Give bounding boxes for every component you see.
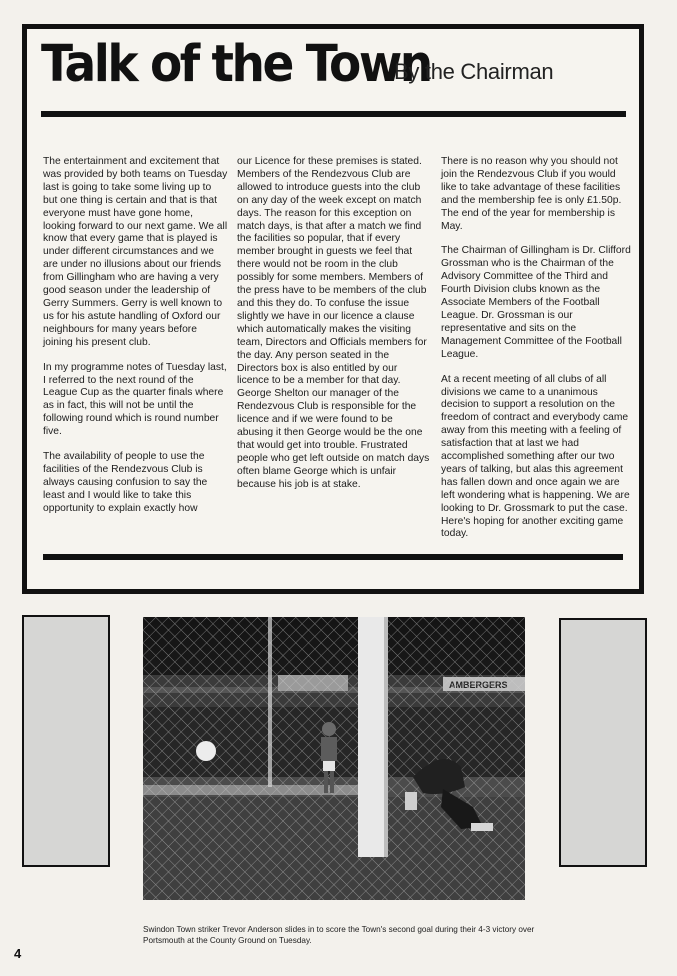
right-side-panel: [559, 618, 647, 867]
paragraph: At a recent meeting of all clubs of all divisions we came to a unanimous decision to support a resolution on the freedom of contract and everybody came away from this meeting with a feeling of satisfaction that at last we had accomplished something after our two years of talking, but alas this agreement has fallen down and once again we are left wondering what is happening. We are looking to Dr. Grossmark to put the case. Here's hoping for another exciting game today.: [441, 373, 630, 540]
match-photo: [143, 617, 525, 900]
paragraph: The availability of people to use the facilities of the Rendezvous Club is always causing confusion to say the least and I would like to take this opportunity to explain exactly how: [43, 451, 208, 514]
photo-caption: Swindon Town striker Trevor Anderson slides in to score the Town's second goal during their 4-3 victory over Portsmouth at the County Ground on Tuesday.: [143, 925, 535, 945]
page-number: 4: [14, 946, 22, 961]
headline: Talk of the Town: [41, 34, 431, 95]
paragraph: There is no reason why you should not join the Rendezvous Club if you would like to take advantage of these facilities and the membership fee is only £1.50p. The end of the year for membership is May.: [441, 156, 622, 232]
goal-scene-photo: [143, 617, 525, 900]
column-3: [441, 156, 633, 553]
column-2: [237, 156, 430, 504]
bottom-rule: [43, 554, 623, 560]
paragraph: our Licence for these premises is stated. Members of the Rendezvous Club are allowed to introduce guests into the club on any day of the week except on match days. The reason for this exception on match days, is that after a match we find the facilities so popular, that if every member brought in guests we feel that there would not be room in the club possibly for some members. Members of the press have to be members of the club and this they do. To confuse the issue slightly we have in our licence a clause which automatically makes the visiting team, Directors and Officials members for the day. Any person seated in the Directors box is also entitled by our licence to be a member for that day. George Shelton our manager of the Rendezvous Club is responsible for the licence and if we were found to be abusing it then George would be the one that would get into trouble. Frustrated people who get left outside on match days often blame George which is unfair because his job is at stake.: [237, 156, 430, 490]
byline: By the Chairman: [394, 59, 554, 84]
paragraph: In my programme notes of Tuesday last, I referred to the next round of the League Cup as the quarter finals where as in fact, this will not be until the following round which is round number five.: [43, 361, 227, 438]
left-side-panel: [22, 615, 110, 867]
article-box: [22, 24, 644, 594]
paragraph: The entertainment and excitement that was provided by both teams on Tuesday last is going to take some living up to but one thing is certain and that is that everyone must have gone home, looking forward to our next game. We all know that every game that is played is under different circumstances and we are under no illusions about our friends from Gillingham who are having a very good season under the leadership of Gerry Summers. Gerry is well known to us for his astute handling of Oxford our neighbours for many years before joining his present club.: [43, 156, 228, 348]
top-rule: [41, 111, 626, 117]
paragraph: The Chairman of Gillingham is Dr. Clifford Grossman who is the Chairman of the Advisory Committee of the Third and Fourth Division clubs known as the Associate Members of the Football League. Dr. Grossman is our representative and sits on the Management Committee of the Football League.: [441, 245, 631, 360]
column-1: [43, 156, 228, 528]
